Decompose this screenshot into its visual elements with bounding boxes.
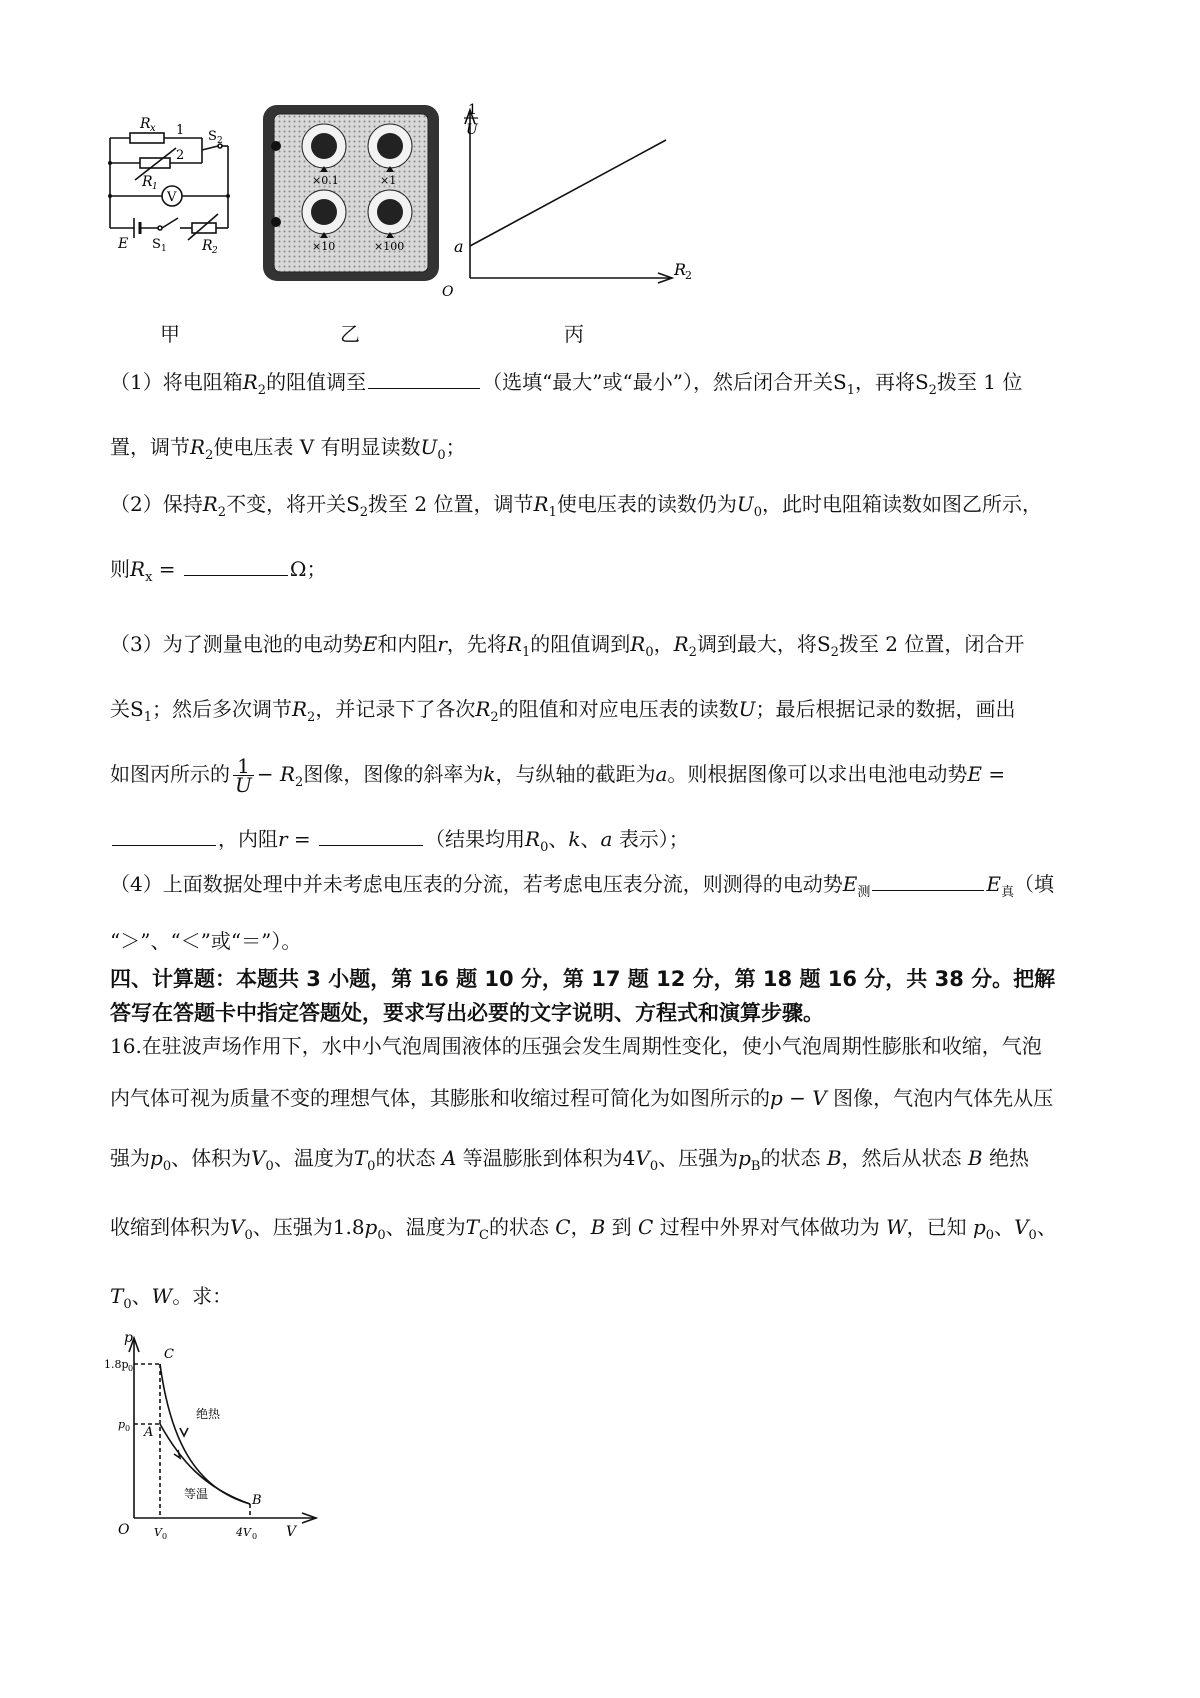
q1-text: 的阻值调至 xyxy=(266,370,367,394)
heading-line: 答写在答题卡中指定答题处，要求写出必要的文字说明、方程式和演算步骤。 xyxy=(110,1001,824,1025)
p16-text: 、 xyxy=(994,1215,1015,1239)
fraction-1-over-u: $\frac{1}{U}$ xyxy=(235,754,252,797)
answer-blank[interactable] xyxy=(319,827,423,846)
e-label: E xyxy=(118,236,129,252)
p16-text: ，然后从状态 xyxy=(841,1146,962,1170)
q2-text: 则 xyxy=(110,557,130,581)
p16-text: 收缩到体积为 xyxy=(110,1215,230,1239)
caption-graph: 丙 xyxy=(564,322,584,346)
r2-sub-label: 2 xyxy=(212,246,218,256)
p-axis-label: p xyxy=(124,1330,133,1346)
origin-label: O xyxy=(118,1522,130,1538)
p-tick-sub: 0 xyxy=(125,1424,131,1433)
q3-text: 的阻值调到 xyxy=(530,632,631,656)
q3-text: （结果均用 xyxy=(425,827,526,851)
fit-line xyxy=(470,140,666,246)
question-3: （3）为了测量电池的电动势E和内阻r，先将$R_1$的阻值调到$R_0$，$R_2$调到最大，将$S_2$拨至 2 位置，闭合开 关$S_1$；然后多次调节$R_2$，并记录下了各次$R_2$的阻值和对应电压表的读数U；最后根据记录的数据，画出 如图丙所示的 $\frac{1}{U}$ − $R_2$图像，图像的斜率为k，与纵轴的截距为a。则根据图像可以求出电池电动势E = ，内阻r = （结果均用$R_0$、k、a 表示）； xyxy=(110,632,1025,855)
multiplier-label: ×10 xyxy=(312,240,336,253)
pos1-label: 1 xyxy=(176,123,185,138)
answer-blank[interactable] xyxy=(184,557,288,576)
p16-text: 的状态 xyxy=(375,1146,436,1170)
q2-text: 使电压表的读数仍为 xyxy=(556,492,737,516)
s2-sub-label: 2 xyxy=(217,136,223,146)
answer-blank[interactable] xyxy=(368,370,480,389)
adiabatic-curve xyxy=(160,1364,250,1504)
q2-text: 拨至 2 位置，调节 xyxy=(368,492,534,516)
q3-text: ， xyxy=(653,632,674,656)
p16-text: 、温度为 xyxy=(385,1215,466,1239)
isothermal-label: 等温 xyxy=(184,1487,209,1501)
point-b-label: B xyxy=(252,1493,262,1508)
q2-text: （2）保持 xyxy=(110,492,203,516)
q3-text: 调到最大，将 xyxy=(696,632,817,656)
point-a-label: A xyxy=(144,1425,154,1440)
q3-text: ，先将 xyxy=(446,632,507,656)
p16-text: 、压强为 xyxy=(252,1215,333,1239)
pv-diagram xyxy=(104,1328,324,1550)
x-axis-sub: 2 xyxy=(685,269,692,282)
p16-text: ， xyxy=(570,1215,591,1239)
q3-text: 、 xyxy=(548,827,569,851)
q2-text: ，此时电阻箱读数如图乙所示， xyxy=(762,492,1042,516)
p16-text: 内气体可视为质量不变的理想气体，其膨胀和收缩过程可简化为如图所示的 xyxy=(110,1086,770,1110)
q1-text: （选填“最大”或“最小”），然后闭合开关 xyxy=(482,370,833,394)
s1-sub-label: 1 xyxy=(161,244,167,254)
q1-text: 使电压表 V 有明显读数 xyxy=(213,435,421,459)
voltmeter-label: V xyxy=(167,190,177,205)
q3-text: 如图丙所示的 xyxy=(110,762,230,786)
inverse-voltage-graph xyxy=(440,92,700,302)
p16-text: 到 xyxy=(611,1215,632,1239)
q3-text: 关 xyxy=(110,697,130,721)
p16-text: 、体积为 xyxy=(171,1146,252,1170)
q3-text: 图像，图像的斜率为 xyxy=(303,762,484,786)
problem-16-body: 内气体可视为质量不变的理想气体，其膨胀和收缩过程可简化为如图所示的p − V 图像，气泡内气体先从压 强为$p_0$、体积为$V_0$、温度为$T_0$的状态 A 等温膨胀到体积为$4V_0$、压强为$p_B$的状态 B，然后从状态 B 绝热 收缩到体积为$V_0$、压强为$1.8p_0$、温度为$T_C$的状态 C，B 到 C 过程中外界对气体做功为 W，已知 $p_0$、$V_0$、 $T_0$、W。求： xyxy=(110,1086,1057,1312)
q3-text: 拨至 2 位置，闭合开 xyxy=(838,632,1025,656)
q4-text: （4）上面数据处理中并未考虑电压表的分流，若考虑电压表分流，则测得的电动势 xyxy=(110,872,843,896)
q1-text: 拨至 1 位 xyxy=(936,370,1023,394)
q3-text: ；然后多次调节 xyxy=(151,697,292,721)
adiabatic-label: 绝热 xyxy=(196,1407,221,1421)
question-1: （1）将电阻箱$R_2$的阻值调至 （选填“最大”或“最小”），然后闭合开关$S_1$，再将$S_2$拨至 1 位 置，调节$R_2$使电压表 V 有明显读数$U_0$； xyxy=(110,370,1023,463)
q3-text: ，并记录下了各次 xyxy=(315,697,476,721)
p16-text: 、 xyxy=(131,1284,152,1308)
p16-text: ，已知 xyxy=(906,1215,967,1239)
caption-circuit: 甲 xyxy=(160,322,180,346)
rx-sub-label: x xyxy=(150,123,156,134)
question-4: （4）上面数据处理中并未考虑电压表的分流，若考虑电压表分流，则测得的电动势$E_测$ $E_真$（填 “＞”、“＜”或“＝”）。 xyxy=(110,872,1054,953)
intercept-label: a xyxy=(454,237,464,256)
pos2-label: 2 xyxy=(176,148,185,163)
q4-text: “＞”、“＜”或“＝”）。 xyxy=(110,929,302,953)
s2-label: S xyxy=(208,129,217,144)
answer-blank[interactable] xyxy=(112,827,216,846)
v-tick-sub: 0 xyxy=(252,1532,258,1541)
multiplier-label: ×100 xyxy=(374,240,405,253)
multiplier-label: ×0.1 xyxy=(312,174,339,187)
v-tick-sub: 0 xyxy=(162,1532,168,1541)
q3-text: ，与纵轴的截距为 xyxy=(495,762,656,786)
p16-text: 强为 xyxy=(110,1146,150,1170)
v-axis-label: V xyxy=(286,1524,297,1540)
q2-text: Ω； xyxy=(289,557,327,581)
v-tick-label: 4V xyxy=(236,1526,251,1539)
r1-label: R xyxy=(142,174,153,190)
q2-text: 不变，将开关 xyxy=(226,492,347,516)
rx-label: R xyxy=(140,116,151,132)
p16-text: 图像，气泡内气体先从压 xyxy=(833,1086,1054,1110)
p-tick-label: 1.8p xyxy=(104,1358,129,1371)
p-tick-sub: 0 xyxy=(128,1364,134,1373)
origin-label: O xyxy=(442,284,454,300)
q3-text: ，内阻 xyxy=(218,827,278,851)
p16-text: 16.在驻波声场作用下，水中小气泡周围液体的压强会发生周期性变化，使小气泡周期性膨胀和收缩，气泡 xyxy=(110,1034,1042,1058)
q3-text: 和内阻 xyxy=(377,632,438,656)
p16-text: 、温度为 xyxy=(273,1146,354,1170)
multiplier-label: ×1 xyxy=(380,174,397,187)
q3-text: ；最后根据记录的数据，画出 xyxy=(755,697,1016,721)
point-c-label: C xyxy=(164,1347,174,1362)
p16-text: 过程中外界对气体做功为 xyxy=(659,1215,880,1239)
q1-text: （1）将电阻箱 xyxy=(110,370,243,394)
r2-label: R xyxy=(202,238,213,254)
q3-text: （3）为了测量电池的电动势 xyxy=(110,632,363,656)
y-axis-numerator: 1 xyxy=(468,102,477,118)
p16-text: 。求： xyxy=(172,1284,233,1308)
caption-resistance-box: 乙 xyxy=(340,322,360,346)
resistance-box xyxy=(262,104,440,282)
s1-label: S xyxy=(152,237,161,252)
circuit-diagram xyxy=(100,108,260,278)
p-tick-label: p xyxy=(118,1418,126,1431)
p16-text: 、 xyxy=(1036,1215,1057,1239)
r1-sub-label: 1 xyxy=(152,182,158,192)
q3-text: 的阻值和对应电压表的读数 xyxy=(498,697,739,721)
p16-text: 的状态 xyxy=(760,1146,821,1170)
q3-text: 。则根据图像可以求出电池电动势 xyxy=(667,762,968,786)
question-2: （2）保持$R_2$不变，将开关$S_2$拨至 2 位置，调节$R_1$使电压表的读数仍为$U_0$，此时电阻箱读数如图乙所示， 则$R_x = \Omega$； xyxy=(110,492,1042,585)
v-tick-label: V xyxy=(154,1526,162,1539)
problem-16 xyxy=(110,1028,1100,1064)
heading-line: 四、计算题：本题共 3 小题，第 16 题 10 分，第 17 题 12 分，第 18 题 16 分，共 38 分。把解 xyxy=(110,967,1056,991)
q1-text: ； xyxy=(445,435,466,459)
p16-text: 绝热 xyxy=(988,1146,1029,1170)
q1-text: ，再将 xyxy=(854,370,915,394)
y-axis-denominator: U xyxy=(466,122,478,138)
q4-text: （填 xyxy=(1013,872,1054,896)
q3-text: 表示）； xyxy=(618,827,689,851)
q3-text: 、 xyxy=(580,827,601,851)
p16-text: 的状态 xyxy=(488,1215,549,1239)
section-heading xyxy=(110,962,1100,1030)
answer-blank[interactable] xyxy=(872,872,984,891)
x-axis-label: R xyxy=(674,260,687,279)
p16-text: 等温膨胀到体积为 xyxy=(462,1146,623,1170)
p16-text: 、压强为 xyxy=(658,1146,739,1170)
q1-text: 置，调节 xyxy=(110,435,190,459)
